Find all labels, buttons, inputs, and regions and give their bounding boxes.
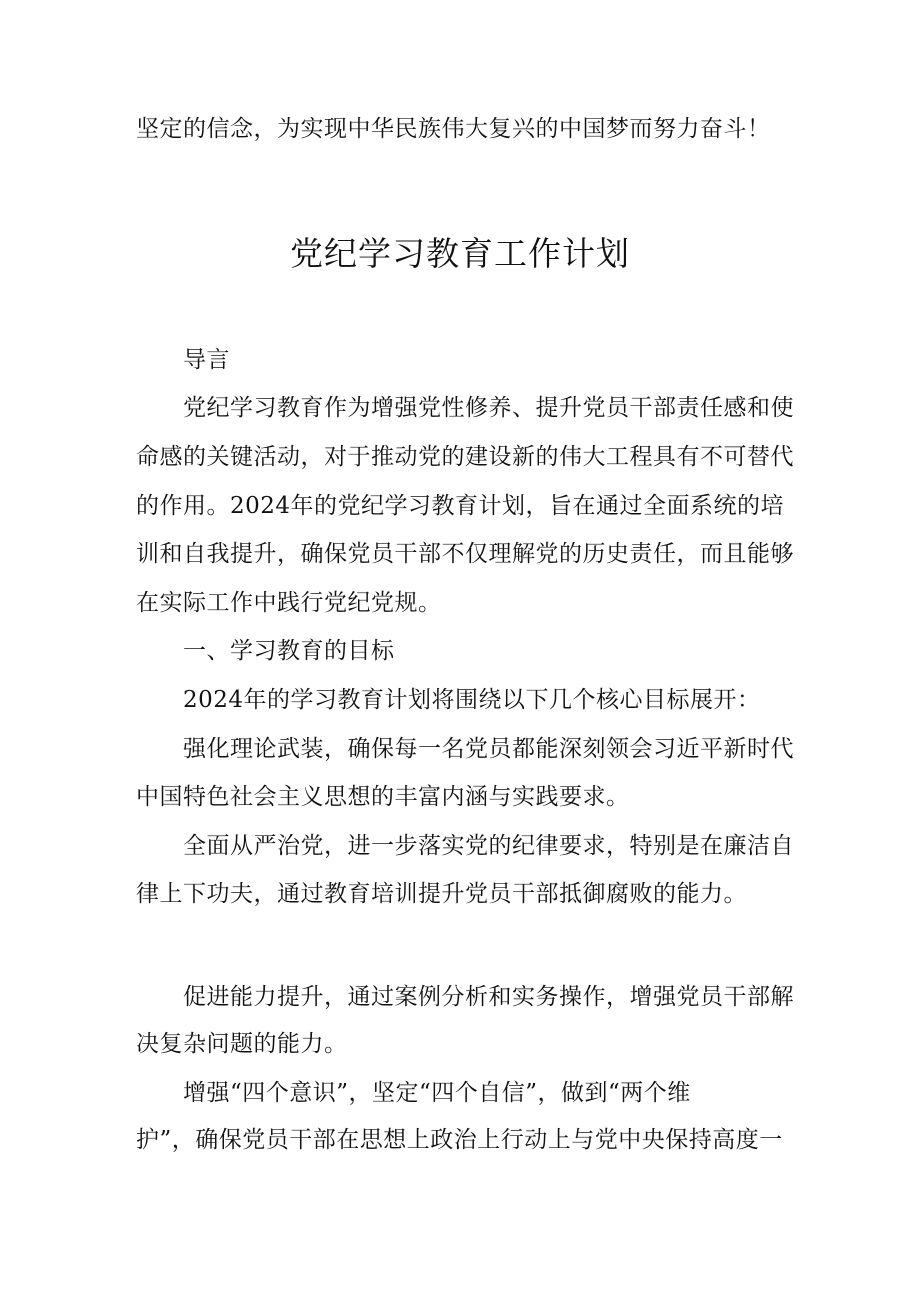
- intro-paragraph-line: 在实际工作中践行党纪党规。: [136, 590, 442, 616]
- goal-paragraph-line: 律上下功夫，通过教育培训提升党员干部抵御腐败的能力。: [136, 881, 747, 907]
- goal-paragraph-line: 促进能力提升，通过案例分析和实务操作，增强党员干部解: [183, 984, 794, 1010]
- goal-paragraph-line: 护”，确保党员干部在思想上政治上行动上与党中央保持高度一: [136, 1127, 783, 1153]
- intro-paragraph-line: 的作用。2024年的党纪学习教育计划，旨在通过全面系统的培: [136, 493, 785, 519]
- goal-paragraph-line: 决复杂问题的能力。: [136, 1031, 348, 1057]
- intro-paragraph-line: 训和自我提升，确保党员干部不仅理解党的历史责任，而且能够: [136, 541, 794, 567]
- lead-in-text: 坚定的信念，为实现中华民族伟大复兴的中国梦而努力奋斗！: [136, 116, 771, 142]
- intro-paragraph-line: 命感的关键活动，对于推动党的建设新的伟大工程具有不可替代: [136, 444, 794, 470]
- goal-paragraph-line: 强化理论武装，确保每一名党员都能深刻领会习近平新时代: [183, 736, 794, 762]
- intro-heading: 导言: [183, 347, 230, 373]
- document-title: 党纪学习教育工作计划: [290, 234, 630, 273]
- goal-paragraph-line: 全面从严治党，进一步落实党的纪律要求，特别是在廉洁自: [183, 833, 794, 859]
- intro-paragraph-line: 党纪学习教育作为增强党性修养、提升党员干部责任感和使: [183, 395, 794, 421]
- goal-paragraph-line: 增强“四个意识”，坚定“四个自信”，做到“两个维: [183, 1080, 691, 1106]
- section-intro-text: 2024年的学习教育计划将围绕以下几个核心目标展开：: [183, 687, 761, 713]
- section-heading: 一、学习教育的目标: [183, 638, 395, 664]
- goal-paragraph-line: 中国特色社会主义思想的丰富内涵与实践要求。: [136, 784, 630, 810]
